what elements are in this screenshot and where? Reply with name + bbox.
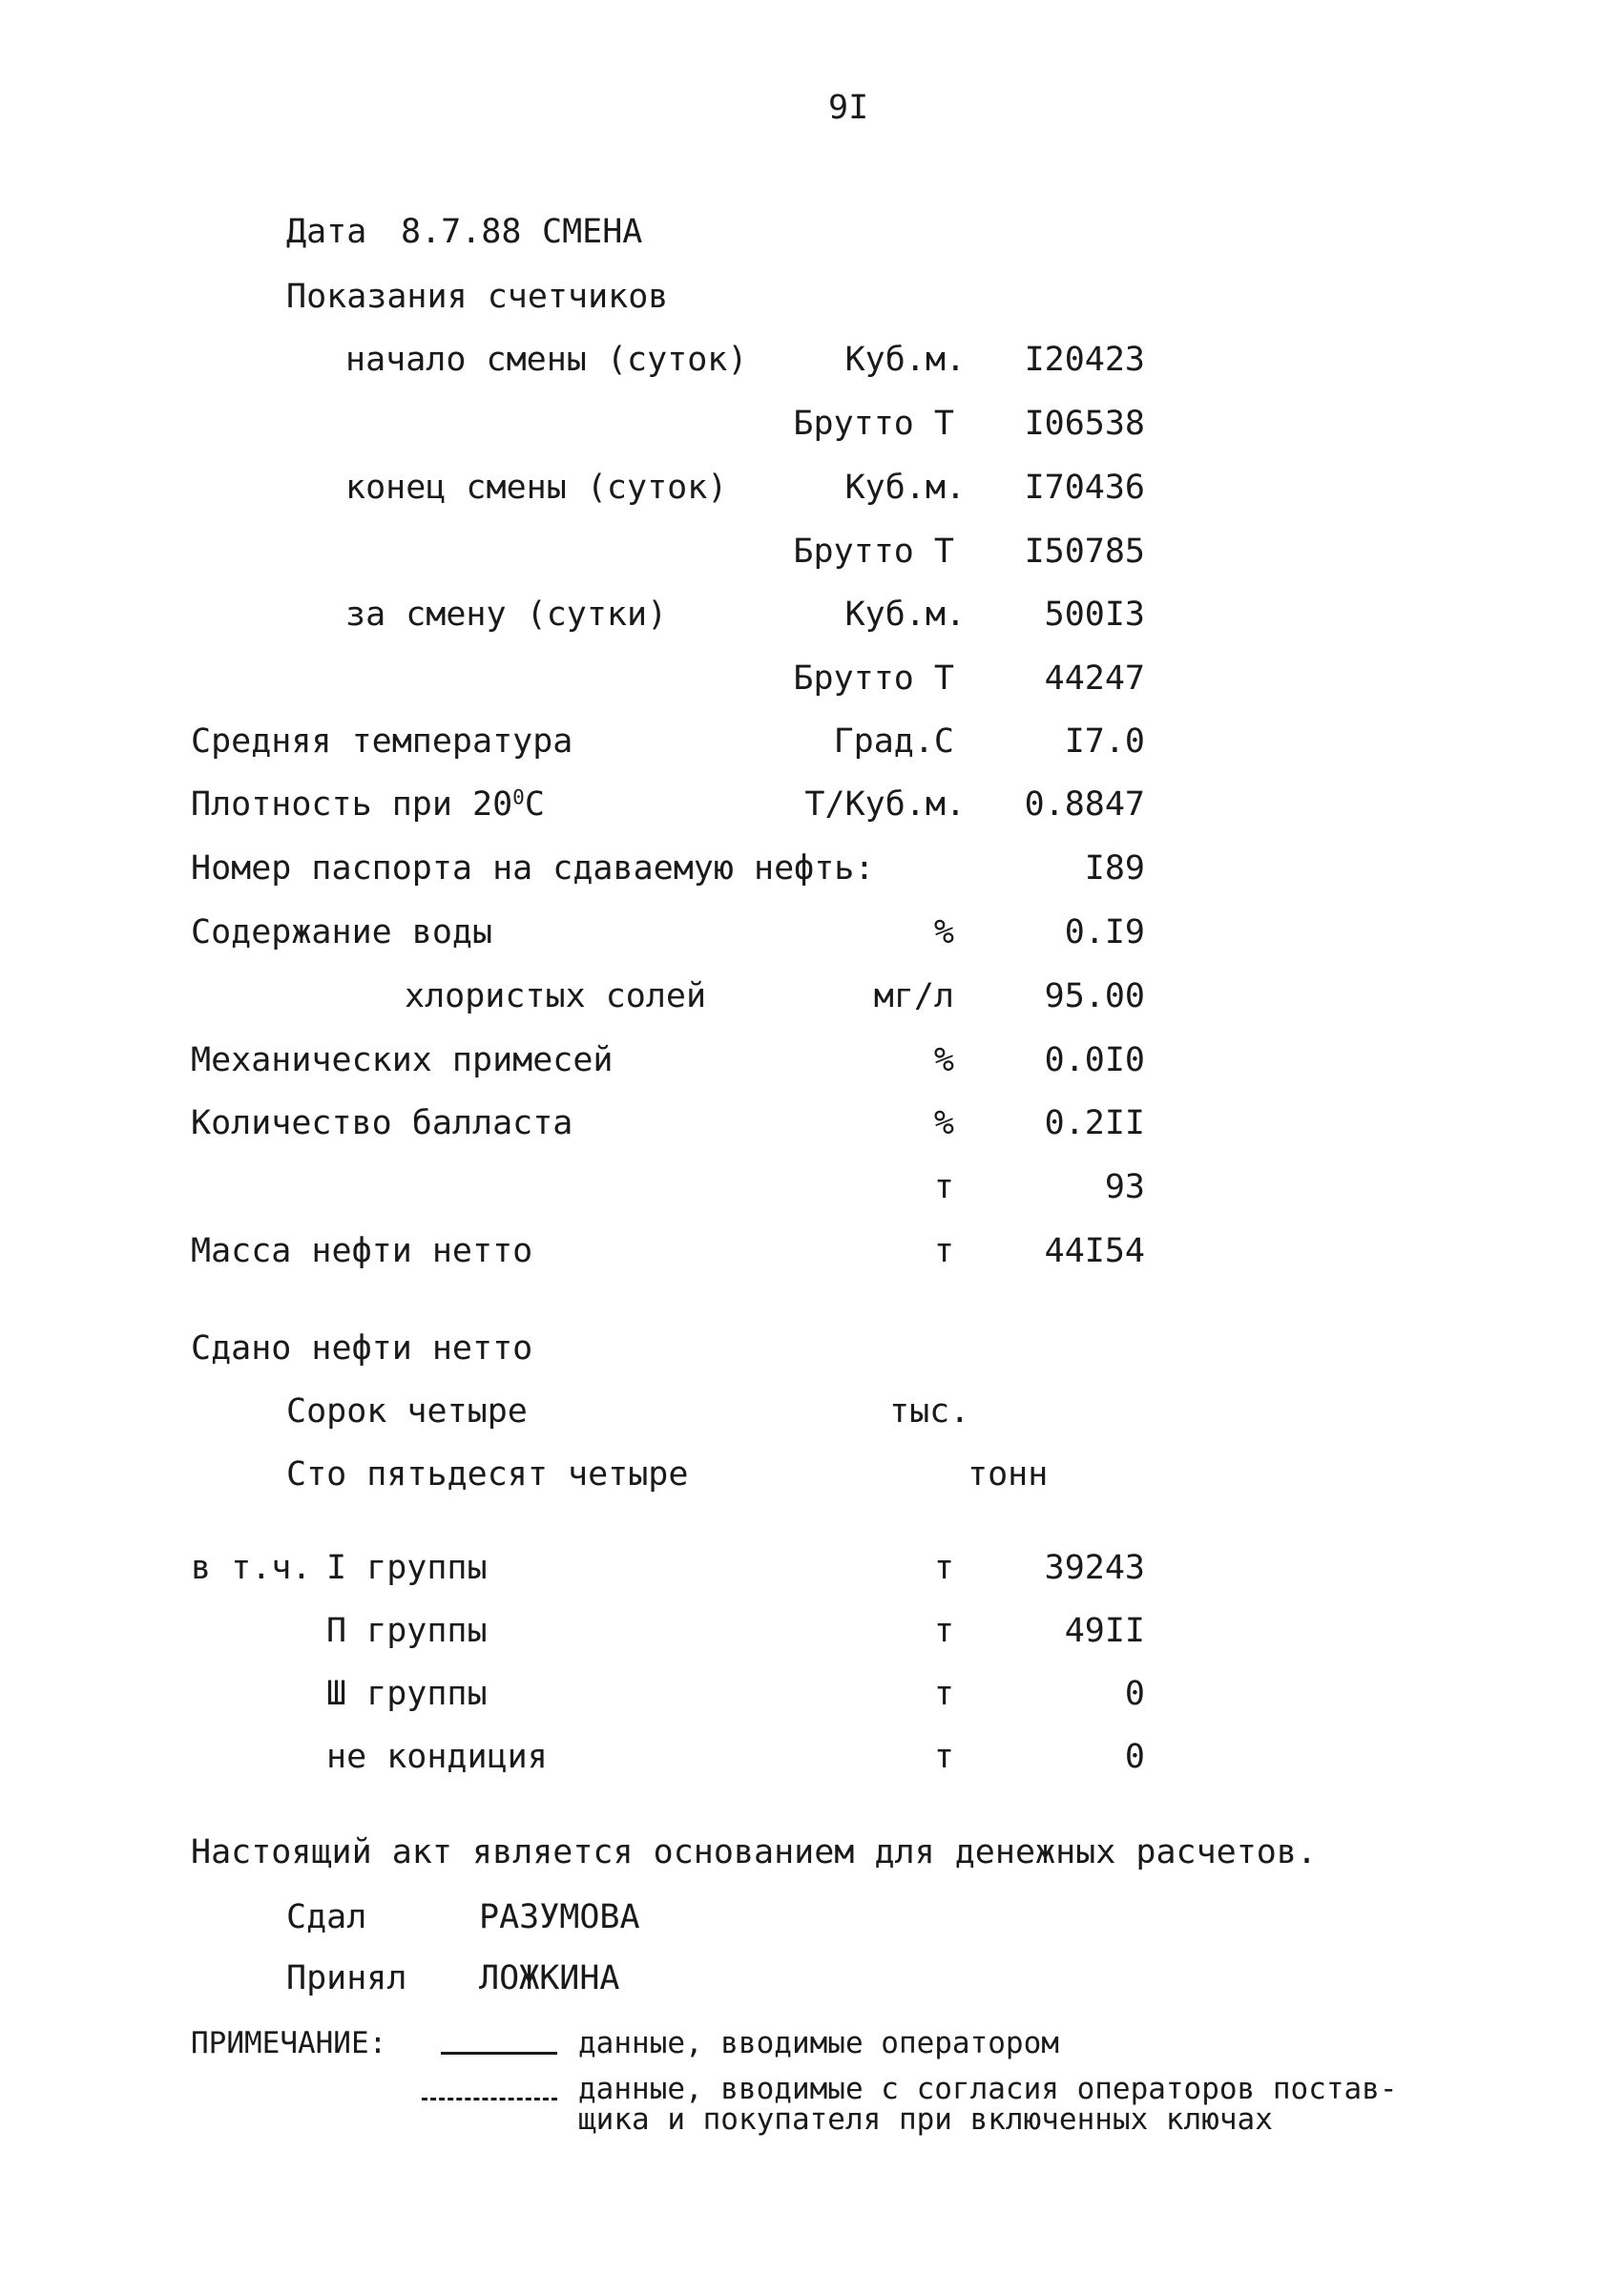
water-label: Содержание воды [191, 913, 493, 951]
salt-unit: мг/л [873, 977, 954, 1015]
meter-end-m3-unit: Куб.м. [844, 469, 966, 507]
note-solid-line [441, 2052, 557, 2055]
temp-value: I7.0 [1064, 722, 1145, 761]
delivered-words-1: Сорок четыре [286, 1392, 528, 1431]
meter-end-m3: I70436 [1024, 469, 1145, 507]
accepted-name: ЛОЖКИНА [479, 1959, 620, 1997]
group-2-label: П группы [326, 1612, 488, 1650]
meter-start-m3-unit: Куб.м. [844, 341, 966, 379]
group-3-value: 0 [1124, 1675, 1145, 1713]
ballast-t-value: 93 [1104, 1168, 1145, 1206]
meter-start-label: начало смены (суток) [345, 341, 748, 379]
net-mass-label: Масса нефти нетто [191, 1232, 533, 1270]
temp-label: Средняя температура [191, 722, 573, 761]
delivered-unit-2: тонн [968, 1455, 1049, 1494]
meter-shift-m3-unit: Куб.м. [844, 596, 966, 634]
delivered-unit-1: тыс. [889, 1392, 970, 1431]
note-dashed-line [422, 2098, 557, 2100]
group-1-value: 39243 [1044, 1549, 1145, 1587]
meter-shift-label: за смену (сутки) [345, 596, 668, 634]
passport-label: Номер паспорта на сдаваемую нефть: [191, 849, 875, 888]
meter-shift-t: 44247 [1044, 659, 1145, 698]
groups-prefix: в т.ч. [191, 1549, 312, 1587]
non-condition-value: 0 [1124, 1738, 1145, 1776]
page-number: 9I [828, 89, 869, 127]
ballast-t-unit: т [933, 1168, 954, 1206]
mech-unit: % [933, 1041, 954, 1079]
note-dashed-text-2: щика и покупателя при включенных ключах [578, 2102, 1273, 2137]
shift-label: СМЕНА [542, 213, 643, 251]
net-mass-unit: т [933, 1232, 954, 1270]
meter-start-t-unit: Брутто Т [793, 405, 954, 443]
date-label: Дата [286, 213, 367, 251]
density-value: 0.8847 [1024, 785, 1145, 824]
handed-name: РАЗУМОВА [479, 1898, 640, 1936]
ballast-pct-value: 0.2II [1044, 1104, 1145, 1142]
salt-label: хлористых солей [405, 977, 707, 1015]
water-unit: % [933, 913, 954, 951]
date-value: 8.7.88 [401, 213, 522, 251]
note-label: ПРИМЕЧАНИЕ: [191, 2026, 387, 2060]
group-1-label: I группы [326, 1549, 488, 1587]
water-value: 0.I9 [1064, 913, 1145, 951]
accepted-label: Принял [286, 1959, 407, 1997]
group-3-unit: т [933, 1675, 954, 1713]
ballast-pct-unit: % [933, 1104, 954, 1142]
group-2-value: 49II [1064, 1612, 1145, 1650]
passport-value: I89 [1084, 849, 1145, 888]
ballast-label: Количество балласта [191, 1104, 573, 1142]
delivered-words-2: Сто пятьдесят четыре [286, 1455, 689, 1494]
delivered-title: Сдано нефти нетто [191, 1329, 533, 1368]
meter-end-label: конец смены (суток) [345, 469, 728, 507]
temp-unit: Град.С [833, 722, 954, 761]
act-statement: Настоящий акт является основанием для денежных расчетов. [191, 1833, 1318, 1871]
density-unit: Т/Куб.м. [804, 785, 966, 824]
group-1-unit: т [933, 1549, 954, 1587]
group-3-label: Ш группы [326, 1675, 488, 1713]
handed-label: Сдал [286, 1898, 367, 1936]
meter-start-t: I06538 [1024, 405, 1145, 443]
non-condition-unit: т [933, 1738, 954, 1776]
meter-end-t-unit: Брутто Т [793, 533, 954, 571]
group-2-unit: т [933, 1612, 954, 1650]
meters-title: Показания счетчиков [286, 278, 669, 316]
density-label: Плотность при $20^0С$ [191, 785, 545, 824]
note-solid-text: данные, вводимые оператором [578, 2026, 1059, 2060]
mech-value: 0.0I0 [1044, 1041, 1145, 1079]
net-mass-value: 44I54 [1044, 1232, 1145, 1270]
mech-label: Механических примесей [191, 1041, 614, 1079]
meter-start-m3: I20423 [1024, 341, 1145, 379]
meter-shift-t-unit: Брутто Т [793, 659, 954, 698]
non-condition-label: не кондиция [326, 1738, 548, 1776]
meter-shift-m3: 500I3 [1044, 596, 1145, 634]
note-dashed-text-1: данные, вводимые с согласия операторов постав- [578, 2072, 1398, 2106]
salt-value: 95.00 [1044, 977, 1145, 1015]
meter-end-t: I50785 [1024, 533, 1145, 571]
